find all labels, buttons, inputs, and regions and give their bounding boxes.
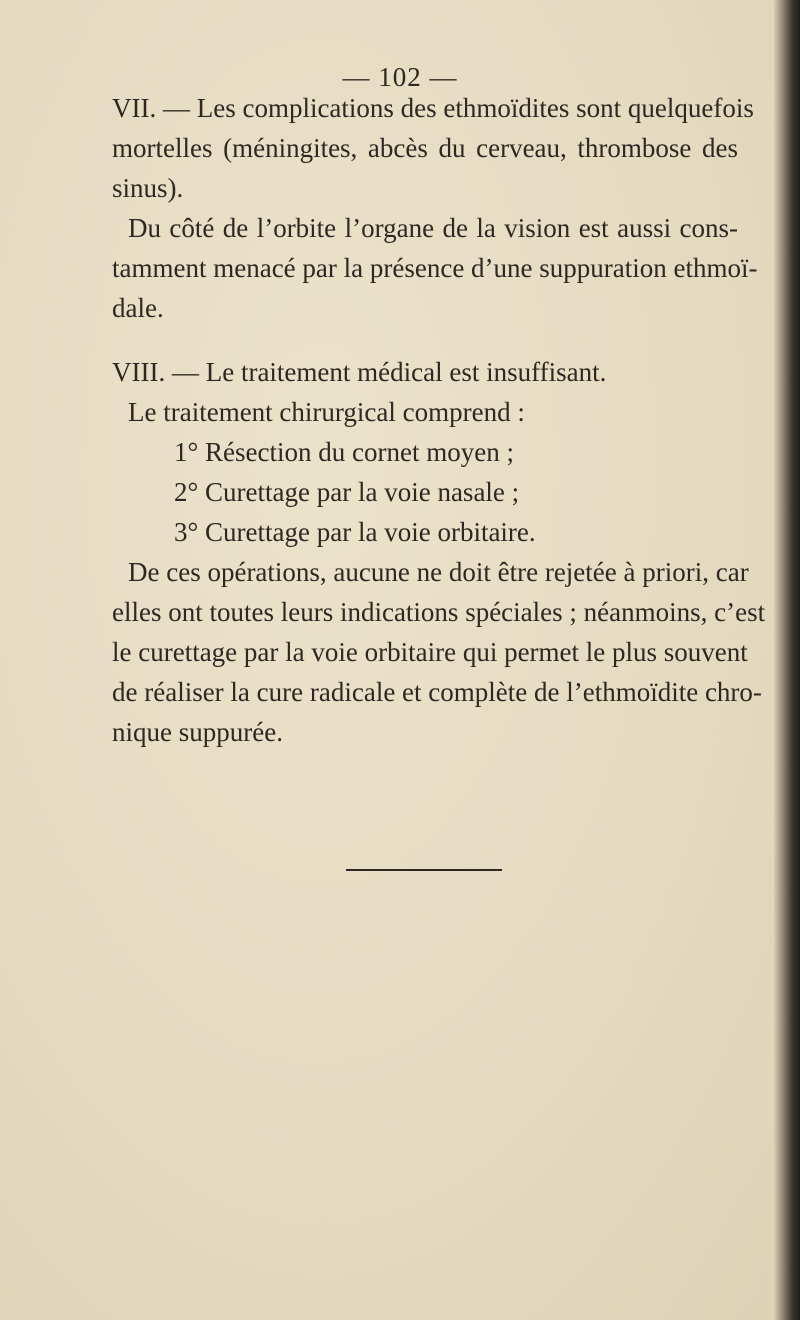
page-number: — 102 — <box>342 62 458 92</box>
text-line: le curettage par la voie orbitaire qui permet le plus souvent <box>112 637 748 667</box>
text-line: dale. <box>112 293 164 323</box>
text-line: VII. — Les complications des ethmoïdites sont quelquefois <box>112 93 754 123</box>
paragraph-operations <box>112 552 766 752</box>
list-item: 3° Curettage par la voie orbitaire. <box>174 517 536 547</box>
text-line: VIII. — Le traitement médical est insuffisant. <box>112 357 607 387</box>
text-line: elles ont toutes leurs indications spéciales ; néanmoins, c’est <box>112 597 766 627</box>
text-line: De ces opérations, aucune ne doit être rejetée à priori, car <box>128 557 749 587</box>
text-line: Du côté de l’orbite l’organe de la vision est aussi cons- <box>128 213 738 243</box>
paragraph-vii <box>112 88 754 208</box>
text-line: tamment menacé par la présence d’une suppuration ethmoï- <box>112 253 758 283</box>
text-line: sinus). <box>112 173 184 203</box>
paragraph-orbite <box>112 208 758 328</box>
end-rule <box>346 869 502 871</box>
treatment-list <box>112 432 738 552</box>
paragraph-gap <box>112 328 738 352</box>
binding-edge <box>774 0 800 1320</box>
body-text <box>112 88 766 752</box>
text-line: Le traitement chirurgical comprend : <box>128 397 525 427</box>
text-line: nique suppurée. <box>112 717 283 747</box>
list-item: 2° Curettage par la voie nasale ; <box>174 477 520 507</box>
text-line: mortelles (méningites, abcès du cerveau, thrombose des <box>112 133 738 163</box>
list-item: 1° Résection du cornet moyen ; <box>174 437 514 467</box>
paragraph-viii <box>112 352 738 432</box>
text-line: de réaliser la cure radicale et complète de l’ethmoïdite chro- <box>112 677 762 707</box>
